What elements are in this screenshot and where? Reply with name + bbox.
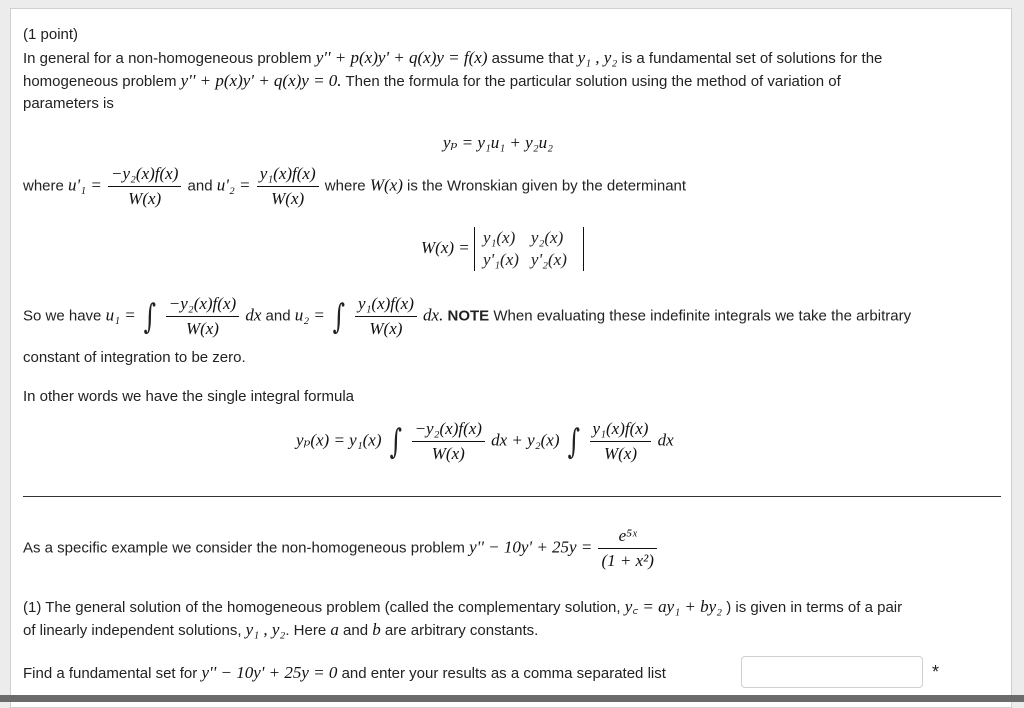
example-rhs: $\frac{\text{e⁵ˣ}}{\text{(1 + x²)}}$ (598, 526, 656, 571)
bottom-scroll-bar[interactable] (0, 695, 1024, 702)
general-ode: y'' + p(x)y' + q(x)y = f(x) (315, 48, 488, 67)
problem-card (10, 8, 1012, 708)
intro-line-2: homogeneous problem y'' + p(x)y' + q(x)y = 0. Then the formula for the particular solution using the method of variation of (23, 71, 841, 90)
note-label: NOTE (447, 307, 490, 325)
determinant-matrix: y₁(x) y₂(x) y'₁(x) y'₂(x) (474, 227, 584, 271)
u2-integrand: $\frac{\text{y₁(x)f(x)}}{W(x)}$ (355, 294, 417, 339)
intro-line-1: In general for a non-homogeneous problem y'' + p(x)y' + q(x)y = f(x) assume that y₁ , y₂ is a fundamental set of solutions for the (23, 48, 883, 67)
homogeneous-ode: y'' + p(x)y' + q(x)y = 0. (180, 71, 342, 90)
answer-input[interactable] (741, 656, 923, 688)
single-integral-intro: In other words we have the single integral formula (23, 388, 355, 405)
points-label: (1 point) (23, 26, 79, 43)
example-ode: y'' − 10y' + 25y = (469, 537, 593, 557)
single-integral-formula: yₚ(x) = y₁(x) ∫ $\frac{\text{−y₂(x)f(x)}}{W(x)}$ dx + y₂(x) ∫ $\frac{\text{y₁(x)f(x)}}{W(x)}$ dx (296, 419, 674, 463)
part1-line-2: of linearly independent solutions, y₁ , y₂. Here a and b are arbitrary constants. (23, 620, 539, 639)
part1-line-1: (1) The general solution of the homogeneous problem (called the complementary solution, y꜀ = ay₁ + by₂ ) is given in terms of a pair (23, 597, 903, 616)
example-intro: As a specific example we consider the non-homogeneous problem y'' − 10y' + 25y = $\frac{\text{e⁵ˣ}}{\text{(1 + x²)}}$ (23, 526, 659, 571)
integral-formulas: So we have u₁ = ∫ $\frac{\text{−y₂(x)f(x)}}{W(x)}$ dx and u₂ = ∫ $\frac{\text{y₁(x)f(x)}}{W(x)}$ dx. NOTE When evaluating these indefinite integrals we take the arbitrary (23, 294, 912, 338)
u2-prime-fraction: $\frac{\text{y₁(x)f(x)}}{W(x)}$ (257, 164, 319, 209)
u1-prime-fraction: $\frac{\text{−y₂(x)f(x)}}{W(x)}$ (108, 164, 181, 209)
particular-solution-formula: yₚ = y₁u₁ + y₂u₂ (443, 133, 554, 152)
u1-integrand: $\frac{\text{−y₂(x)f(x)}}{W(x)}$ (166, 294, 239, 339)
section-divider (23, 496, 1001, 497)
required-mark: * (932, 662, 940, 682)
constant-text: constant of integration to be zero. (23, 349, 246, 366)
wronskian-determinant: W(x) = y₁(x) y₂(x) y'₁(x) y'₂(x) (421, 227, 584, 271)
intro-line-3: parameters is (23, 95, 114, 112)
derivative-formulas: where u'₁ = $\frac{\text{−y₂(x)f(x)}}{W(x)}$ and u'₂ = $\frac{\text{y₁(x)f(x)}}{W(x)}$ where W(x) is the Wronskian given by the determinant (23, 164, 687, 208)
find-fundamental-set: Find a fundamental set for y'' − 10y' + 25y = 0 and enter your results as a comma separated list (23, 663, 666, 682)
solution-pair: y₁ , y₂ (577, 48, 618, 67)
